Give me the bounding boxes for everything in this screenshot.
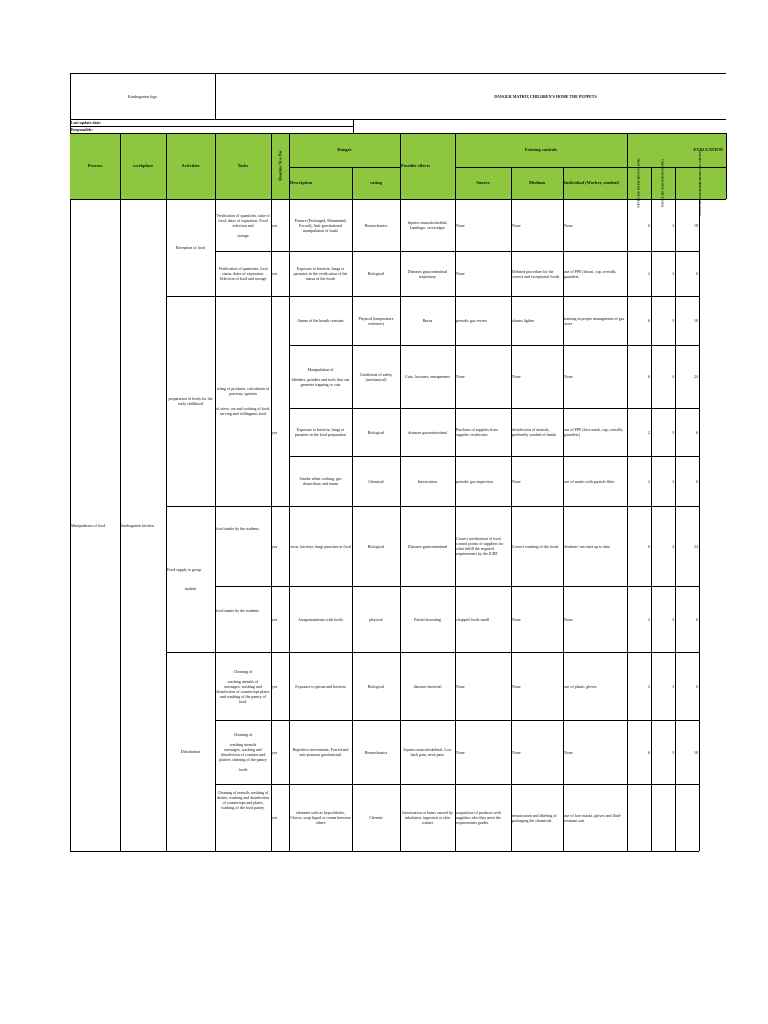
row-5-medium: disinfection of utensils, preferably washed of hands xyxy=(512,427,557,437)
row-11-effects: Intoxication or burns caused by inhalation, ingestion or skin contact xyxy=(402,810,453,825)
logo-cell xyxy=(70,73,215,119)
col-danger: Danger xyxy=(289,133,400,167)
activity-preparation: preparation of foods for the early childhood xyxy=(168,396,213,406)
row-7-individual: Students' vaccines up to date xyxy=(564,543,611,549)
grid-line xyxy=(70,851,699,852)
row-1-medium: None xyxy=(512,222,521,228)
grid-line xyxy=(455,167,726,168)
col-individual: Individual (Worker, student) xyxy=(563,167,627,199)
grid-line xyxy=(166,199,167,851)
col-description: Description xyxy=(289,167,352,199)
row-3-ne: 3 xyxy=(672,318,674,323)
col-evaluation: EVALUATION xyxy=(627,133,726,167)
row-10-effects: Injuries musculoskeletal, Low back pain, neck pain. xyxy=(403,747,452,757)
row-11-routine: yes xyxy=(272,815,278,820)
col-eval-np: NIVEL DE PROBABILIDAD (NP=ND*NE) xyxy=(675,167,726,199)
row-10-routine: yes xyxy=(272,749,278,755)
row-10-nd: 6 xyxy=(648,749,650,755)
row-6-effects: Intoxication xyxy=(417,478,438,484)
row-8-nd: 2 xyxy=(648,616,650,622)
row-8-effects: Partial drowning xyxy=(414,616,441,622)
row-9-rating: Biological xyxy=(367,683,385,689)
task-reception-a: Verification of quantities, state of food, dates of expiration. Food selection and storage xyxy=(216,212,270,238)
col-tasks: Tasks xyxy=(215,133,271,199)
grid-line xyxy=(511,167,512,199)
row-1-nd: 6 xyxy=(648,222,650,228)
row-3-routine xyxy=(271,296,289,345)
responsible-cell[interactable]: Responsible: xyxy=(71,127,93,132)
col-process: Process xyxy=(70,133,120,199)
col-source: Source xyxy=(455,167,511,199)
row-11-source: acquisition of products with suppliers who they meet the requirements grades xyxy=(456,810,501,825)
row-8-rating: physical xyxy=(369,616,383,622)
row-9-ne: 3 xyxy=(672,683,674,689)
row-5-individual: use of PPE (face mask, cap, overalls, gauntlets) xyxy=(564,427,624,437)
row-8-desc: Atragantamiento with foods xyxy=(298,616,343,622)
grid-line xyxy=(120,133,121,199)
grid-line xyxy=(166,133,167,199)
grid-line xyxy=(563,199,564,851)
row-11-rating: Chemist xyxy=(369,815,383,820)
grid-line xyxy=(289,133,290,199)
row-1-np: 18 xyxy=(694,222,698,228)
row-1-routine: yes xyxy=(272,222,278,228)
grid-line xyxy=(215,720,699,721)
row-2-source: None xyxy=(456,271,465,276)
row-9-desc: Exposure to germs and bacteria xyxy=(295,683,346,689)
title-cell xyxy=(215,73,726,119)
row-1-effects: Injuries musculoskeletal, Lumbago, cervicalgia. xyxy=(407,220,448,230)
row-5-effects: diseases gastrointestinal xyxy=(408,429,447,435)
grid-line xyxy=(289,199,290,851)
process-cell: Manipulation of food xyxy=(71,522,106,528)
logo-text: Kindergarten logo xyxy=(127,93,158,99)
row-9-effects: diseases bacterial xyxy=(413,683,442,689)
row-5-routine: yes xyxy=(272,429,278,435)
row-9-routine: yes xyxy=(272,683,278,689)
grid-line xyxy=(70,133,726,134)
task-dist-b: Cleaning of washing utensils messages, washing and disinfection of counters and platters cleaning of the pantry foods xyxy=(219,732,267,772)
row-2-effects: Diseases gastrointestinal respiratory xyxy=(407,268,448,279)
row-2-medium: Defined procedure for the correct and exceptional foods xyxy=(512,268,560,279)
row-1-individual: None xyxy=(564,222,573,228)
row-7-nd: 6 xyxy=(648,543,650,549)
col-rating: rating xyxy=(352,167,400,199)
row-10-rating: Biomechanics xyxy=(364,749,388,755)
grid-line xyxy=(215,199,216,851)
row-3-nd: 6 xyxy=(648,318,650,323)
row-5-np: 6 xyxy=(696,429,698,435)
grid-line xyxy=(215,73,216,119)
grid-line xyxy=(627,199,628,851)
grid-line xyxy=(699,199,700,851)
row-2-desc: Exposure to bacteria, fungi or parasites in the verification of the status of the foods xyxy=(293,266,348,281)
row-3-source: periodic gas review xyxy=(456,318,488,323)
grid-line xyxy=(215,586,699,587)
grid-line xyxy=(627,133,628,199)
row-1-ne: 3 xyxy=(672,222,674,228)
last-update-cell[interactable]: Last update date: xyxy=(71,120,102,125)
activity-distribution: Distribution xyxy=(180,749,201,754)
col-activities: Activities xyxy=(166,133,215,199)
row-2-np: 6 xyxy=(696,271,698,276)
activity-reception: Reception of food xyxy=(176,245,205,250)
row-11-medium: demarcation and labeling of packaging the chemicals xyxy=(512,812,557,823)
task-dist-a: Cleaning of washing utensils of messages, washing and disinfection of countertops plates and washing of the pantry of food. xyxy=(216,668,270,704)
row-9-medium: None xyxy=(512,683,521,689)
grid-line xyxy=(215,784,699,785)
row-5-desc: Exposure to bacteria, fungi or parasites in the food preparation xyxy=(294,427,347,437)
row-2-routine: yes xyxy=(272,271,278,276)
row-9-nd: 2 xyxy=(648,683,650,689)
grid-line xyxy=(70,119,726,120)
grid-line xyxy=(166,652,699,653)
row-2-individual: use of PPE (throat, cap, overalls, gauntlets. xyxy=(564,268,617,279)
grid-line xyxy=(455,199,456,851)
grid-line xyxy=(651,199,652,851)
row-3-rating: Physical (temperature extremes) xyxy=(358,315,394,326)
row-7-routine: yes xyxy=(272,543,278,549)
grid-line xyxy=(70,73,71,133)
row-4-individual: None xyxy=(564,374,573,379)
grid-line xyxy=(675,199,676,851)
col-medium: Medium xyxy=(511,167,563,199)
row-5-rating: Biological xyxy=(367,429,385,435)
row-7-medium: Correct washing of the foods xyxy=(512,543,559,549)
row-2-rating: Biological xyxy=(367,271,385,276)
row-4-medium: None xyxy=(512,374,521,379)
row-8-source: chopped foods small xyxy=(456,616,490,622)
grid-line xyxy=(289,167,400,168)
grid-line xyxy=(70,199,726,200)
col-workplace: workplace xyxy=(120,133,166,199)
row-7-rating: Biological xyxy=(367,543,385,549)
row-10-desc: Repetitive movements, Forced and anti-postures gravitational xyxy=(292,747,349,757)
row-6-medium: None xyxy=(512,478,521,484)
row-3-effects: Burns xyxy=(422,318,433,323)
grid-line xyxy=(352,199,353,851)
task-reception-b: Verification of quantities, food status, dates of expiration. Selection of food and storage xyxy=(218,266,268,281)
grid-line xyxy=(70,73,726,74)
col-eval-nd: NIVEL DE DEFICIENCIA (ND) xyxy=(627,167,651,199)
grid-line xyxy=(675,167,676,199)
grid-line xyxy=(289,345,699,346)
row-7-source: Correct sterilization of food, control points of suppliers for what fulfill the required requirements by the ICBF xyxy=(456,536,504,556)
grid-line xyxy=(215,133,216,199)
row-7-effects: Diseases gastrointestinal xyxy=(407,543,448,549)
row-10-source: None xyxy=(456,749,465,755)
row-11-np xyxy=(675,784,699,851)
grid-line xyxy=(166,296,699,297)
row-11-nd xyxy=(627,784,651,851)
activity-supply: Food supply to group student xyxy=(167,567,202,591)
row-7-desc: virus, bacteria, fungi parasites in food xyxy=(290,543,351,549)
row-4-np: 24 xyxy=(694,374,698,379)
row-6-routine xyxy=(271,456,289,506)
row-8-ne: 3 xyxy=(672,616,674,622)
col-eval-ne: NIVEL DE EXPOSICION (NE) xyxy=(651,167,675,199)
row-6-desc: Smoke when cooking, gas domiciliary and steam xyxy=(299,476,342,486)
grid-line xyxy=(271,199,272,851)
grid-line xyxy=(511,199,512,851)
col-routine: Routine Si o No xyxy=(271,133,289,199)
task-supply-b: food intake by the students xyxy=(216,608,260,613)
row-6-source: periodic gas inspection xyxy=(456,478,493,484)
row-8-routine: yes xyxy=(272,616,278,622)
row-4-rating: Conditions of safety (mechanical) xyxy=(359,371,393,382)
row-10-individual: None xyxy=(564,749,573,755)
task-supply-a: food intake by the students xyxy=(216,526,260,531)
row-9-individual: use of plastic gloves xyxy=(564,683,597,689)
grid-line xyxy=(166,506,699,507)
grid-line xyxy=(70,199,71,851)
grid-line xyxy=(215,251,699,252)
row-8-individual: None xyxy=(564,616,573,622)
col-effects: Possible effects xyxy=(400,133,455,199)
row-3-desc: flames of the hearth constant xyxy=(297,318,344,323)
grid-line xyxy=(289,456,699,457)
row-5-ne: 3 xyxy=(672,429,674,435)
row-4-effects: Cuts, fractures, entrapments xyxy=(405,374,450,379)
row-3-individual: training in proper management of gas stove xyxy=(564,315,625,326)
row-8-np: 6 xyxy=(696,616,698,622)
grid-line xyxy=(400,133,401,199)
row-2-ne: 3 xyxy=(672,271,674,276)
row-4-routine xyxy=(271,345,289,408)
row-3-np: 18 xyxy=(694,318,698,323)
row-6-ne: 3 xyxy=(672,478,674,484)
grid-line xyxy=(455,133,456,199)
row-4-source: None xyxy=(456,374,465,379)
grid-line xyxy=(289,408,699,409)
row-8-medium: None xyxy=(512,616,521,622)
row-9-np: 6 xyxy=(696,683,698,689)
row-10-medium: None xyxy=(512,749,521,755)
row-10-np: 18 xyxy=(694,749,698,755)
row-4-ne: 4 xyxy=(672,374,674,379)
row-10-ne: 3 xyxy=(672,749,674,755)
task-dist-c: Cleaning of utensils washing of dishes, washing and disinfection of countertops and plates, washing of the food pantry. xyxy=(217,790,269,810)
grid-line xyxy=(352,167,353,199)
grid-line xyxy=(120,199,121,851)
row-4-desc: Manipulation of blenders, grinders and tools that can generate trapping or cuts xyxy=(291,366,350,387)
row-1-source: None xyxy=(456,222,465,228)
row-1-desc: Posture (Prolonged, Maintained, Forced), Anti-gravitational manipulation of loads xyxy=(294,217,347,233)
row-11-individual: use of face masks, gloves and fluid-resistant suit xyxy=(564,812,622,823)
row-4-nd: 6 xyxy=(648,374,650,379)
col-controls: Existing controls xyxy=(455,133,627,167)
row-11-ne xyxy=(651,784,675,851)
row-11-desc: elements such as hypochlorite, Clorox, soap liquid or cream between others xyxy=(290,810,351,825)
workplace-cell: kindergarten kitchen xyxy=(121,522,154,528)
row-6-np: 6 xyxy=(696,478,698,484)
row-6-nd: 2 xyxy=(648,478,650,484)
grid-line xyxy=(726,133,727,199)
row-1-rating: Biomechanics xyxy=(364,222,388,228)
row-6-individual: use of masks with particle filter xyxy=(564,478,615,484)
grid-line xyxy=(563,167,564,199)
task-preparation: ieting of products, calculation of portions, ignition of stove, cut and cooking of food, serving and willingness food xyxy=(216,386,270,416)
row-6-rating: Chemical xyxy=(368,478,384,484)
grid-line xyxy=(353,119,354,133)
row-3-medium: alarms lighter xyxy=(512,318,535,323)
grid-line xyxy=(70,126,353,127)
page-title: DANGER MATRIX CHILDREN'S HOME THE PUPPETS xyxy=(494,93,597,99)
row-5-nd: 2 xyxy=(648,429,650,435)
grid-line xyxy=(400,199,401,851)
row-7-ne: 4 xyxy=(672,543,674,549)
row-2-nd: 2 xyxy=(648,271,650,276)
grid-line xyxy=(651,167,652,199)
row-5-source: Purchase of supplies from supplier certificates xyxy=(456,427,498,437)
grid-line xyxy=(271,133,272,199)
row-7-np: 24 xyxy=(694,543,698,549)
row-9-source: None xyxy=(456,683,465,689)
